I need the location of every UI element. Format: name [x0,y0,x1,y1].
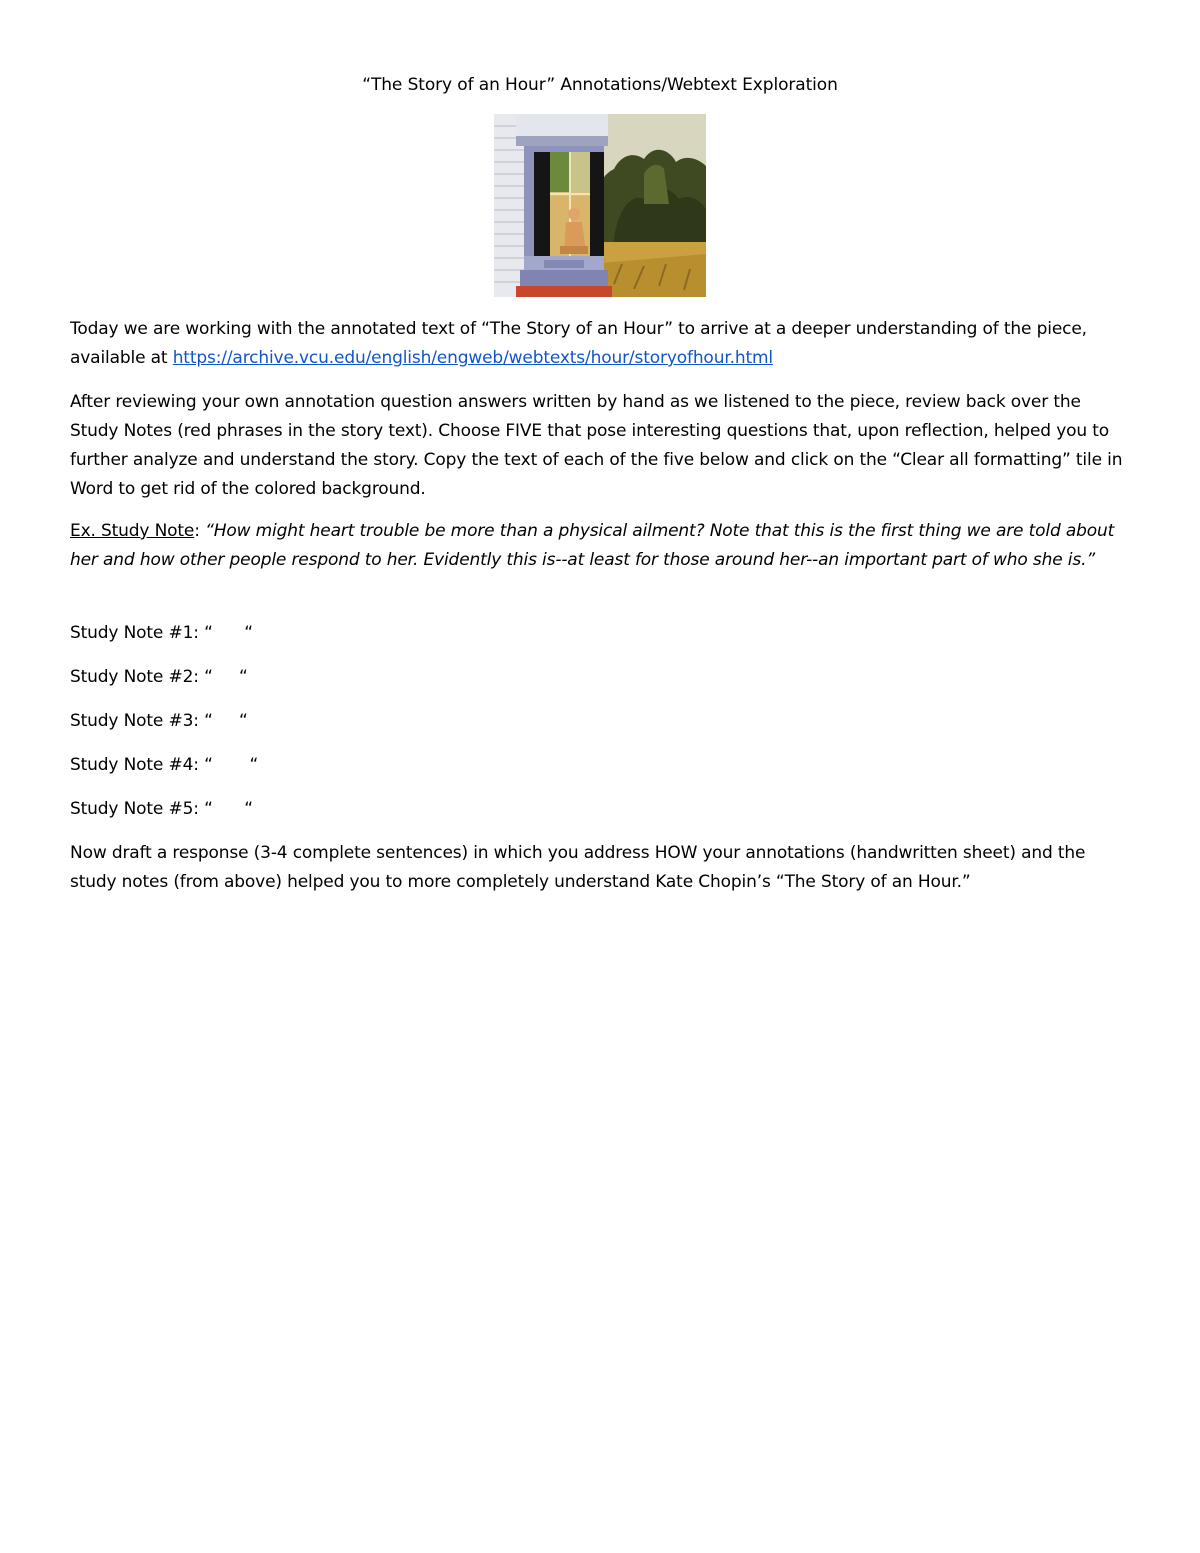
study-note-2[interactable]: Study Note #2: “ “ [70,667,248,687]
study-note-4[interactable]: Study Note #4: “ “ [70,755,259,775]
webtext-link[interactable]: https://archive.vcu.edu/english/engweb/webtexts/hour/storyofhour.html [172,348,773,368]
response-prompt: Now draft a response (3-4 complete sentences) in which you address HOW your annotations (handwritten sheet) and the study notes (from above) helped you to more completely understand Kate Chopin’s “The Story of an Hour.” [70,843,1086,892]
example-label: Ex. Study Note [70,521,195,541]
example-quote: “How might heart trouble be more than a physical ailment? Note that this is the first thing we are told about her and how other people respond to her. Evidently this is--at least for those around her--an important part of who she is.” [70,521,1115,570]
instructions-paragraph: After reviewing your own annotation question answers written by hand as we listened to the piece, review back over the Study Notes (red phrases in the story text). Choose FIVE that pose interesting questions that, upon reflection, helped you to further analyze and understand the story. Copy the text of each of the five below and click on the “Clear all formatting” tile in Word to get rid of the colored background. [70,392,1123,499]
study-note-3[interactable]: Study Note #3: “ “ [70,711,248,731]
intro-paragraph [70,315,1132,373]
example-colon: : [194,521,206,541]
window-painting-image [494,114,706,297]
study-note-1[interactable]: Study Note #1: “ “ [70,623,253,643]
document-title: “The Story of an Hour” Annotations/Webtext Exploration [362,75,838,95]
study-note-5[interactable]: Study Note #5: “ “ [70,799,253,819]
intro-text: Today we are working with the annotated text of “The Story of an Hour” to arrive at a deeper understanding of the piece, available at [70,319,1087,368]
example-study-note [70,517,1132,575]
